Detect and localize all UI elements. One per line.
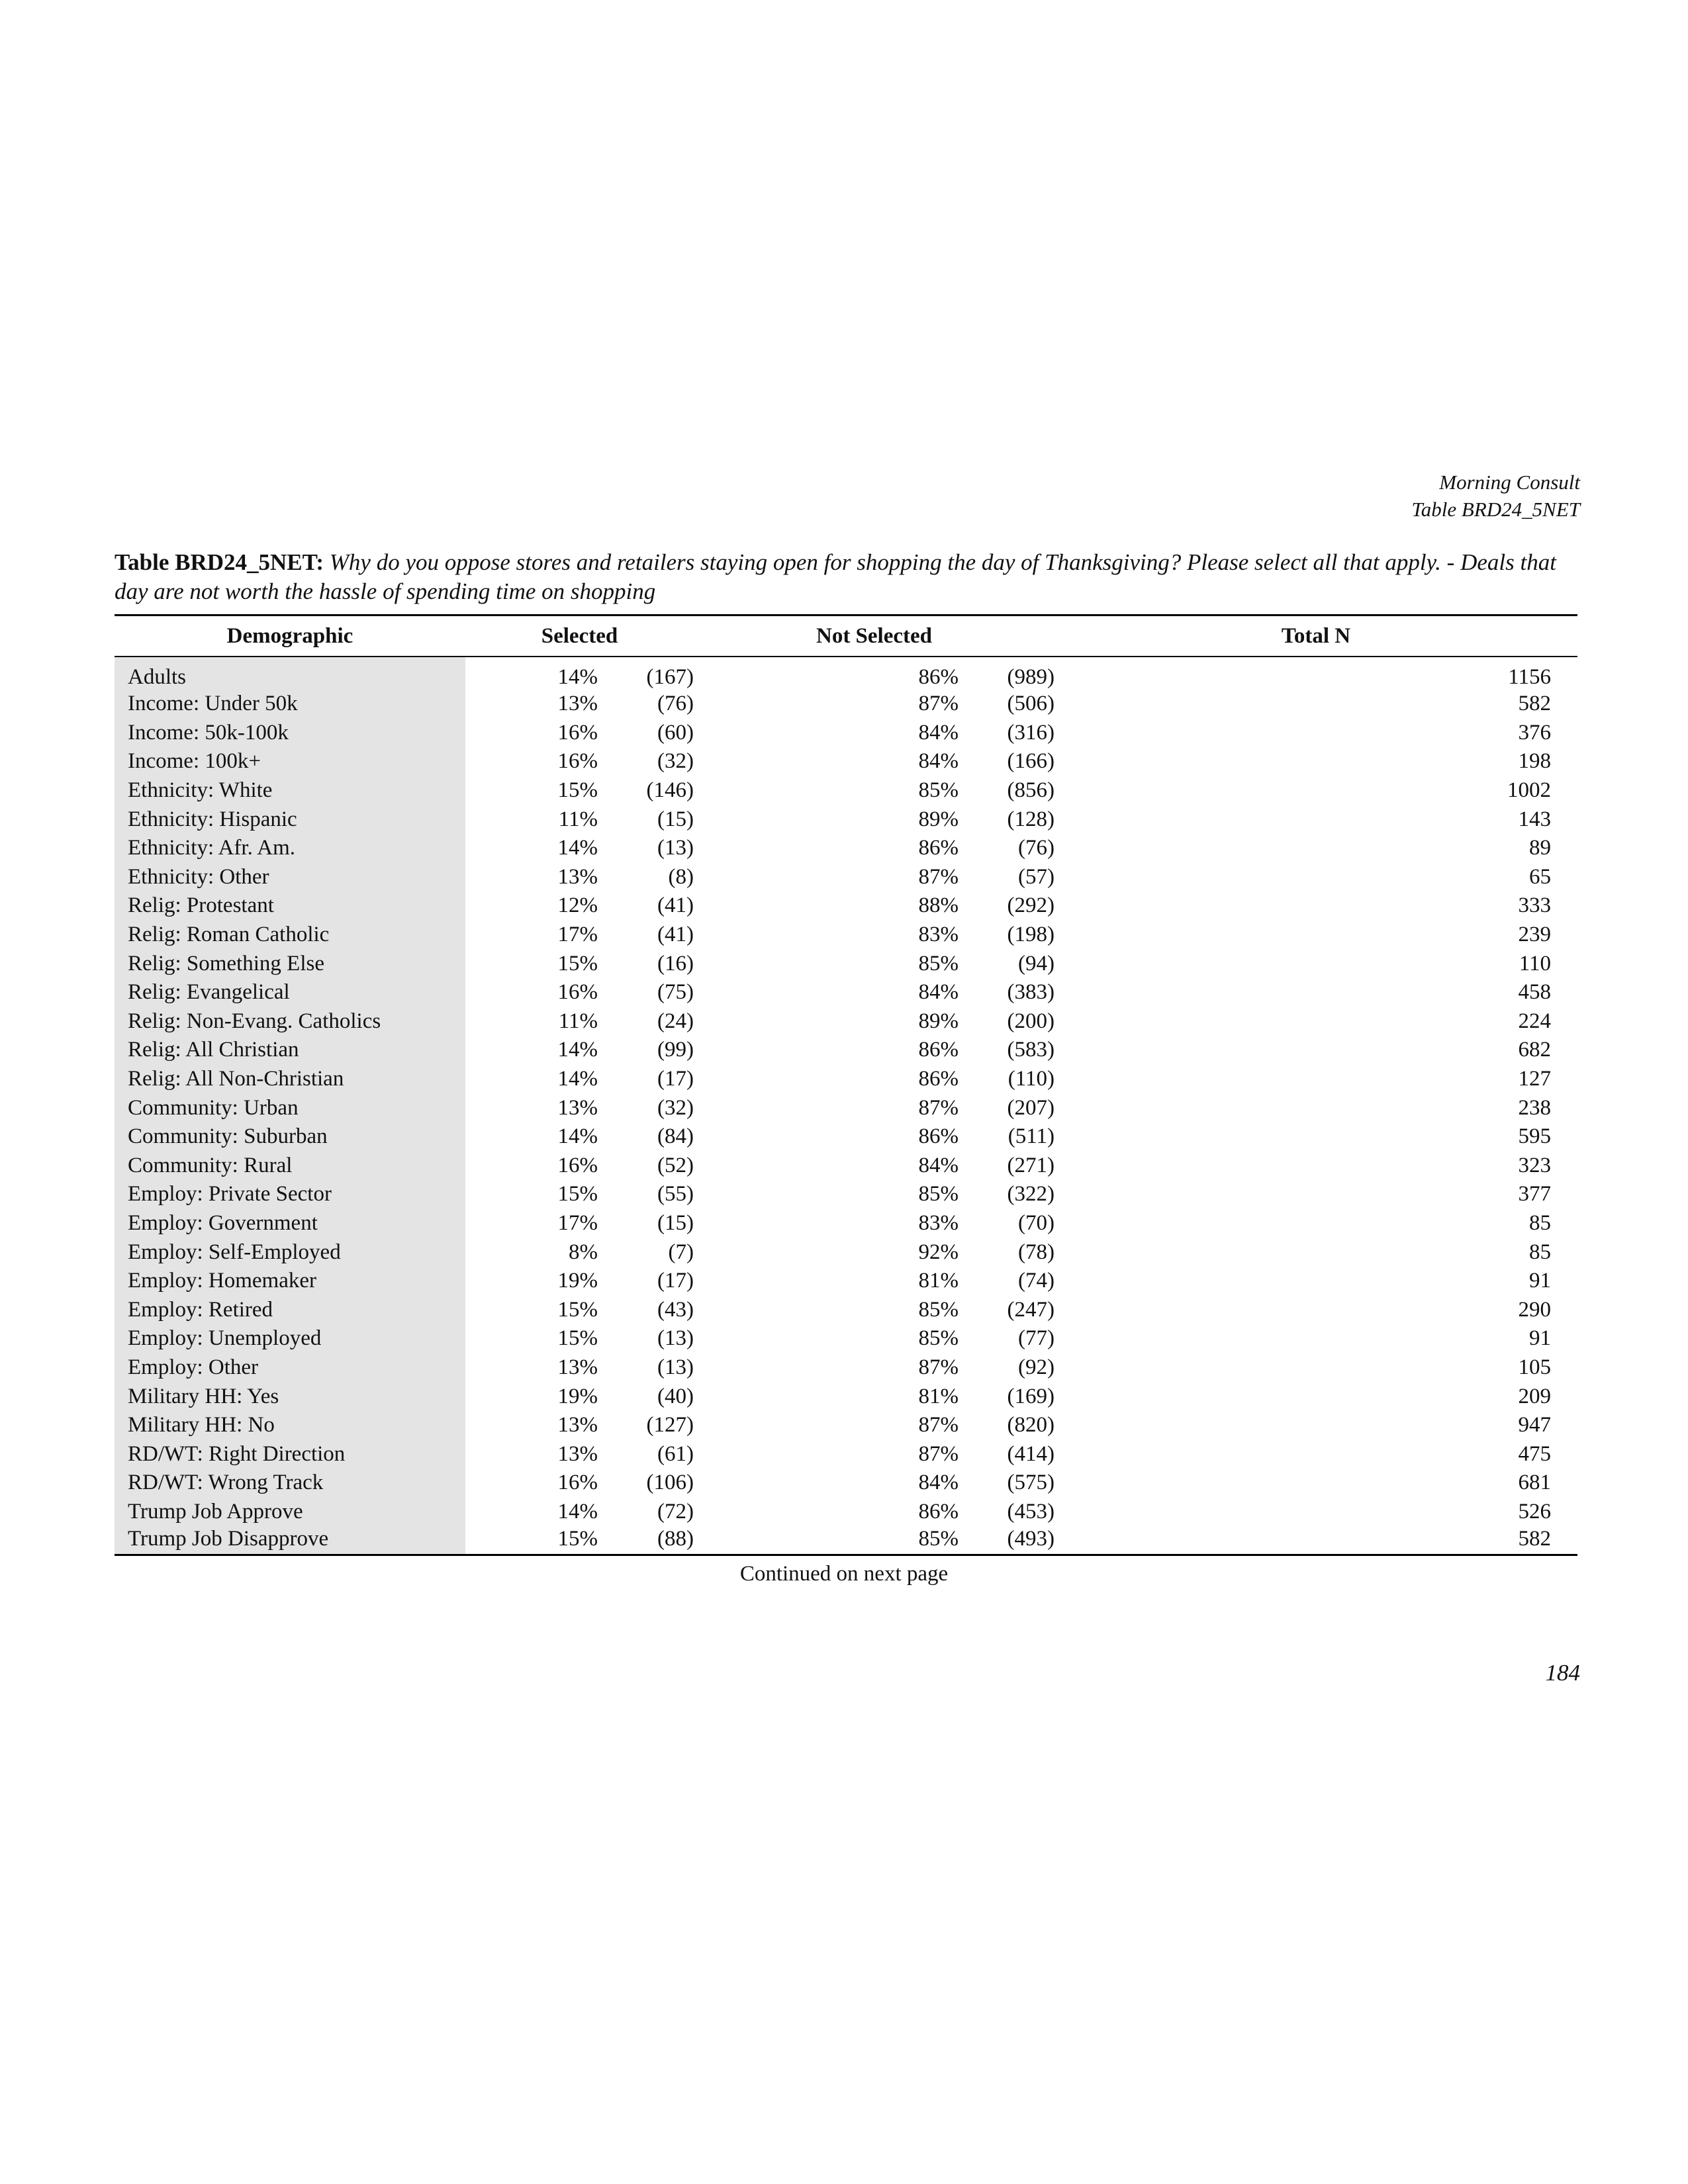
row-selected-pct: 14% [557, 1124, 598, 1149]
row-not-selected-n: (316) [1007, 720, 1055, 745]
table-row [115, 1209, 1577, 1238]
row-selected-pct: 14% [557, 1499, 598, 1524]
row-total-n: 198 [1518, 749, 1551, 774]
row-selected-pct: 16% [557, 749, 598, 774]
row-not-selected-pct: 84% [918, 980, 959, 1005]
row-total-n: 85 [1529, 1240, 1551, 1264]
table-title [115, 548, 1577, 606]
table-row [115, 1526, 1577, 1555]
row-not-selected-n: (110) [1008, 1067, 1055, 1091]
row-not-selected-pct: 86% [918, 1038, 959, 1062]
row-demographic: Relig: All Christian [115, 1036, 465, 1065]
row-demographic: Employ: Government [115, 1209, 465, 1238]
row-total-n: 682 [1518, 1038, 1551, 1062]
row-not-selected-pct: 84% [918, 1471, 959, 1495]
row-selected-n: (167) [646, 665, 694, 689]
row-demographic: Relig: Protestant [115, 891, 465, 921]
row-selected-pct: 16% [557, 720, 598, 745]
row-selected-n: (32) [657, 749, 694, 774]
col-header-total-n: Total N [1055, 615, 1577, 657]
page-number: 184 [1545, 1660, 1580, 1686]
row-demographic: Ethnicity: Afr. Am. [115, 834, 465, 863]
row-demographic: Community: Suburban [115, 1122, 465, 1152]
table-row [115, 921, 1577, 950]
row-selected-pct: 15% [465, 1526, 598, 1555]
table-row [115, 690, 1577, 719]
row-not-selected-n: (493) [959, 1526, 1055, 1555]
table-title-label: Table BRD24_5NET: [115, 549, 324, 575]
row-not-selected-n: (166) [1007, 749, 1055, 774]
row-demographic: Relig: Roman Catholic [115, 921, 465, 950]
row-selected-n: (72) [657, 1499, 694, 1524]
table-reference: Table BRD24_5NET [1411, 498, 1580, 521]
row-selected-pct: 12% [557, 893, 598, 918]
row-selected-n: (106) [646, 1471, 694, 1495]
row-selected-pct: 17% [557, 923, 598, 947]
row-not-selected-pct: 86% [918, 1499, 959, 1524]
table-row [115, 1093, 1577, 1122]
row-demographic: Employ: Private Sector [115, 1180, 465, 1209]
row-selected-n: (43) [657, 1297, 694, 1322]
row-not-selected-n: (511) [1008, 1124, 1055, 1149]
col-header-demographic: Demographic [115, 615, 465, 657]
row-total-n: 333 [1518, 893, 1551, 918]
row-selected-n: (13) [657, 1326, 694, 1351]
table-row [115, 1324, 1577, 1353]
row-selected-pct: 13% [557, 1413, 598, 1437]
row-not-selected-n: (989) [1007, 665, 1055, 689]
row-not-selected-n: (57) [1018, 864, 1055, 889]
row-not-selected-n: (583) [1007, 1038, 1055, 1062]
row-demographic: Military HH: No [115, 1411, 465, 1440]
row-demographic: Relig: Evangelical [115, 978, 465, 1007]
row-demographic: Ethnicity: Hispanic [115, 805, 465, 834]
row-not-selected-pct: 85% [918, 951, 959, 976]
row-not-selected-pct: 87% [918, 1413, 959, 1437]
row-not-selected-pct: 87% [918, 1095, 959, 1120]
table-row [115, 1267, 1577, 1296]
table-body [115, 657, 1577, 1555]
row-total-n: 582 [1055, 1526, 1577, 1555]
row-selected-n: (88) [598, 1526, 694, 1555]
row-not-selected-pct: 85% [918, 1326, 959, 1351]
row-not-selected-n: (94) [1018, 951, 1055, 976]
table-row [115, 1382, 1577, 1411]
row-demographic: Ethnicity: Other [115, 863, 465, 892]
table-row [115, 863, 1577, 892]
row-demographic: Employ: Retired [115, 1295, 465, 1324]
row-selected-n: (17) [657, 1269, 694, 1293]
row-selected-n: (127) [646, 1413, 694, 1437]
row-selected-n: (7) [668, 1240, 694, 1264]
row-not-selected-pct: 86% [918, 836, 959, 860]
row-total-n: 376 [1518, 720, 1551, 745]
row-demographic: Employ: Homemaker [115, 1267, 465, 1296]
row-not-selected-n: (198) [1007, 923, 1055, 947]
row-selected-pct: 11% [558, 807, 598, 831]
row-total-n: 377 [1518, 1182, 1551, 1206]
row-selected-n: (13) [657, 1355, 694, 1379]
row-selected-n: (76) [657, 692, 694, 716]
row-demographic: Trump Job Disapprove [115, 1526, 465, 1555]
row-selected-n: (52) [657, 1153, 694, 1177]
row-selected-n: (55) [657, 1182, 694, 1206]
row-selected-n: (146) [646, 778, 694, 803]
row-selected-n: (41) [657, 893, 694, 918]
row-demographic: Income: 100k+ [115, 747, 465, 776]
row-selected-n: (75) [657, 980, 694, 1005]
row-total-n: 947 [1518, 1413, 1551, 1437]
row-not-selected-pct: 89% [918, 807, 959, 831]
row-selected-pct: 15% [557, 1182, 598, 1206]
table-row [115, 1469, 1577, 1498]
row-total-n: 1156 [1508, 665, 1551, 689]
row-not-selected-pct: 83% [918, 1210, 959, 1235]
row-not-selected-pct: 86% [918, 665, 959, 689]
table-row [115, 978, 1577, 1007]
table-row [115, 1007, 1577, 1036]
row-demographic: Community: Rural [115, 1152, 465, 1181]
row-total-n: 323 [1518, 1153, 1551, 1177]
row-selected-n: (17) [657, 1067, 694, 1091]
row-demographic: Community: Urban [115, 1093, 465, 1122]
row-selected-pct: 13% [557, 1095, 598, 1120]
row-demographic: Relig: Something Else [115, 949, 465, 978]
row-not-selected-pct: 86% [918, 1067, 959, 1091]
row-total-n: 595 [1518, 1124, 1551, 1149]
row-selected-pct: 17% [557, 1210, 598, 1235]
row-not-selected-pct: 87% [918, 1441, 959, 1466]
row-demographic: Employ: Unemployed [115, 1324, 465, 1353]
row-selected-pct: 14% [557, 1067, 598, 1091]
row-not-selected-n: (207) [1007, 1095, 1055, 1120]
row-not-selected-pct: 84% [918, 720, 959, 745]
table-row [115, 719, 1577, 748]
row-selected-pct: 13% [557, 692, 598, 716]
table-row [115, 805, 1577, 834]
row-demographic: Relig: All Non-Christian [115, 1065, 465, 1094]
row-not-selected-pct: 87% [918, 1355, 959, 1379]
row-not-selected-pct: 85% [694, 1526, 959, 1555]
row-not-selected-pct: 87% [918, 864, 959, 889]
table-row [115, 1065, 1577, 1094]
row-total-n: 224 [1518, 1009, 1551, 1033]
row-not-selected-n: (247) [1007, 1297, 1055, 1322]
table-row [115, 1180, 1577, 1209]
row-not-selected-n: (92) [1018, 1355, 1055, 1379]
row-total-n: 91 [1529, 1326, 1551, 1351]
row-selected-pct: 19% [557, 1384, 598, 1408]
row-demographic: Employ: Self-Employed [115, 1238, 465, 1267]
row-not-selected-pct: 83% [918, 923, 959, 947]
table-row [115, 657, 1577, 690]
row-demographic: Employ: Other [115, 1353, 465, 1383]
row-selected-pct: 13% [557, 1355, 598, 1379]
row-total-n: 65 [1529, 864, 1551, 889]
row-demographic: Military HH: Yes [115, 1382, 465, 1411]
row-selected-pct: 14% [557, 1038, 598, 1062]
row-selected-pct: 19% [557, 1269, 598, 1293]
row-selected-pct: 16% [557, 980, 598, 1005]
row-selected-pct: 15% [557, 1326, 598, 1351]
row-not-selected-n: (271) [1007, 1153, 1055, 1177]
table-row [115, 1238, 1577, 1267]
row-not-selected-n: (76) [1018, 836, 1055, 860]
row-selected-n: (40) [657, 1384, 694, 1408]
row-selected-pct: 16% [557, 1153, 598, 1177]
row-selected-n: (60) [657, 720, 694, 745]
row-demographic: RD/WT: Right Direction [115, 1439, 465, 1469]
row-selected-n: (8) [668, 864, 694, 889]
row-total-n: 110 [1519, 951, 1551, 976]
row-total-n: 89 [1529, 836, 1551, 860]
row-not-selected-pct: 89% [918, 1009, 959, 1033]
table-row [115, 949, 1577, 978]
row-demographic: Trump Job Approve [115, 1498, 465, 1527]
org-name: Morning Consult [1439, 471, 1580, 494]
row-not-selected-pct: 88% [918, 893, 959, 918]
row-not-selected-n: (453) [1007, 1499, 1055, 1524]
row-not-selected-n: (169) [1007, 1384, 1055, 1408]
row-selected-n: (61) [657, 1441, 694, 1466]
row-selected-pct: 14% [557, 665, 598, 689]
col-header-selected: Selected [465, 615, 694, 657]
row-selected-n: (32) [657, 1095, 694, 1120]
row-total-n: 458 [1518, 980, 1551, 1005]
row-not-selected-n: (200) [1007, 1009, 1055, 1033]
row-not-selected-n: (78) [1018, 1240, 1055, 1264]
row-total-n: 143 [1518, 807, 1551, 831]
row-not-selected-n: (414) [1007, 1441, 1055, 1466]
row-selected-n: (15) [657, 1210, 694, 1235]
table-row [115, 1036, 1577, 1065]
row-demographic: Income: 50k-100k [115, 719, 465, 748]
row-selected-pct: 8% [569, 1240, 598, 1264]
col-header-not-selected: Not Selected [694, 615, 1055, 657]
crosstab-table [115, 614, 1577, 1556]
page-header [1411, 469, 1580, 523]
row-selected-n: (15) [657, 807, 694, 831]
row-selected-pct: 11% [558, 1009, 598, 1033]
row-total-n: 105 [1518, 1355, 1551, 1379]
row-not-selected-n: (70) [1018, 1210, 1055, 1235]
row-demographic: RD/WT: Wrong Track [115, 1469, 465, 1498]
row-total-n: 91 [1529, 1269, 1551, 1293]
row-total-n: 526 [1518, 1499, 1551, 1524]
row-total-n: 239 [1518, 923, 1551, 947]
row-selected-n: (24) [657, 1009, 694, 1033]
table-row [115, 834, 1577, 863]
table-row [115, 1439, 1577, 1469]
row-not-selected-n: (575) [1007, 1471, 1055, 1495]
table-row [115, 1152, 1577, 1181]
row-not-selected-n: (820) [1007, 1413, 1055, 1437]
row-selected-n: (41) [657, 923, 694, 947]
row-not-selected-n: (292) [1007, 893, 1055, 918]
row-not-selected-pct: 85% [918, 1297, 959, 1322]
row-not-selected-n: (74) [1018, 1269, 1055, 1293]
row-selected-n: (16) [657, 951, 694, 976]
row-not-selected-pct: 84% [918, 1153, 959, 1177]
row-total-n: 209 [1518, 1384, 1551, 1408]
table-row [115, 1295, 1577, 1324]
row-not-selected-pct: 87% [918, 692, 959, 716]
row-demographic: Adults [115, 657, 465, 690]
row-total-n: 681 [1518, 1471, 1551, 1495]
row-demographic: Relig: Non-Evang. Catholics [115, 1007, 465, 1036]
table-row [115, 1411, 1577, 1440]
table-row [115, 891, 1577, 921]
row-not-selected-pct: 81% [918, 1269, 959, 1293]
continued-note: Continued on next page [739, 1562, 949, 1586]
row-selected-n: (84) [657, 1124, 694, 1149]
table-header-row [115, 615, 1577, 657]
row-not-selected-n: (856) [1007, 778, 1055, 803]
table-row [115, 1353, 1577, 1383]
row-total-n: 290 [1518, 1297, 1551, 1322]
row-total-n: 85 [1529, 1210, 1551, 1235]
row-not-selected-n: (506) [1007, 692, 1055, 716]
row-selected-pct: 15% [557, 778, 598, 803]
row-not-selected-pct: 81% [918, 1384, 959, 1408]
table-row [115, 776, 1577, 805]
row-not-selected-pct: 86% [918, 1124, 959, 1149]
table-row [115, 1498, 1577, 1527]
row-total-n: 238 [1518, 1095, 1551, 1120]
row-not-selected-n: (128) [1007, 807, 1055, 831]
row-not-selected-pct: 85% [918, 1182, 959, 1206]
row-not-selected-n: (383) [1007, 980, 1055, 1005]
row-selected-pct: 14% [557, 836, 598, 860]
row-not-selected-pct: 92% [918, 1240, 959, 1264]
row-not-selected-pct: 85% [918, 778, 959, 803]
row-selected-pct: 16% [557, 1471, 598, 1495]
row-total-n: 1002 [1507, 778, 1551, 803]
row-demographic: Ethnicity: White [115, 776, 465, 805]
row-not-selected-n: (322) [1007, 1182, 1055, 1206]
table-row [115, 747, 1577, 776]
row-selected-pct: 13% [557, 1441, 598, 1466]
row-total-n: 475 [1518, 1441, 1551, 1466]
row-selected-pct: 15% [557, 951, 598, 976]
row-total-n: 127 [1518, 1067, 1551, 1091]
row-demographic: Income: Under 50k [115, 690, 465, 719]
table-row [115, 1122, 1577, 1152]
row-selected-pct: 15% [557, 1297, 598, 1322]
table-title-question: Why do you oppose stores and retailers staying open for shopping the day of Thanksgiving? Please select all that apply. - Deals that day are not worth the hassle of spending time on shopping [115, 549, 1556, 604]
row-not-selected-pct: 84% [918, 749, 959, 774]
row-not-selected-n: (77) [1018, 1326, 1055, 1351]
row-total-n: 582 [1518, 692, 1551, 716]
row-selected-pct: 13% [557, 864, 598, 889]
row-selected-n: (13) [657, 836, 694, 860]
row-selected-n: (99) [657, 1038, 694, 1062]
